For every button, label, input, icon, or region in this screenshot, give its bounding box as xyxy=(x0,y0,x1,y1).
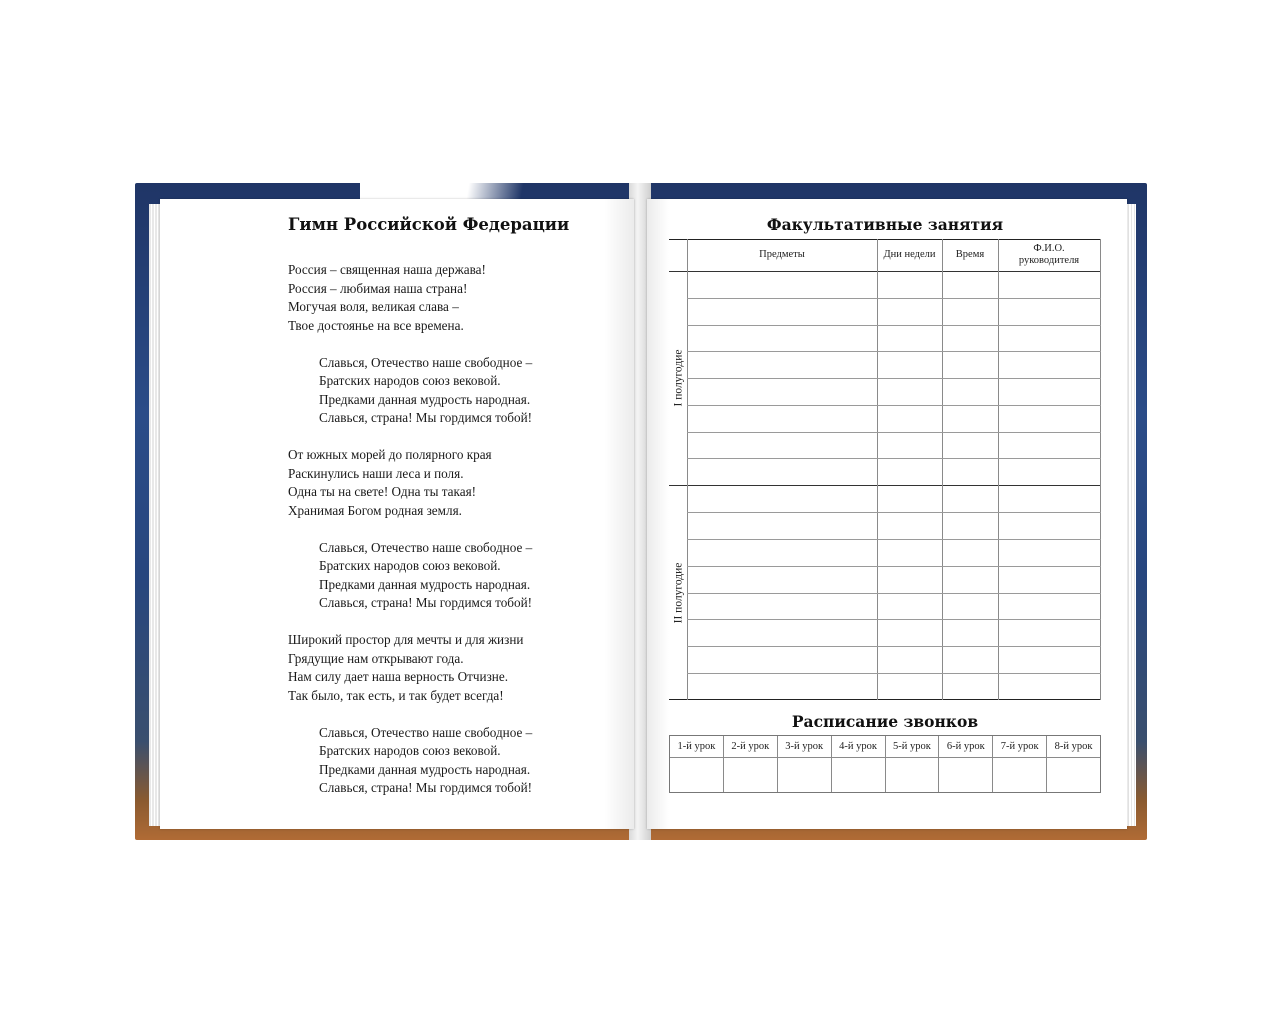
table-row-line xyxy=(687,298,1101,299)
right-page-edge xyxy=(1126,204,1136,826)
header-bottom-rule xyxy=(669,271,1101,272)
stanza-line: Россия – священная наша держава! xyxy=(288,262,486,277)
semester-label-text: I полугодие xyxy=(672,349,684,407)
lesson-header: 6-й урок xyxy=(939,736,992,758)
column-header-subjects: Предметы xyxy=(759,249,805,260)
lesson-header: 1-й урок xyxy=(670,736,723,758)
lesson-time-cell xyxy=(1047,758,1100,792)
semester-label-text: II полугодие xyxy=(672,562,685,623)
table-bottom-rule xyxy=(669,699,1101,700)
stanza-verse-2 xyxy=(288,446,618,520)
stanza-line: Так было, так есть, и так будет всегда! xyxy=(288,687,504,703)
stanza-line: Славься, страна! Мы гордимся тобой! xyxy=(319,780,533,795)
leader-header-line2: руководителя xyxy=(1018,255,1080,266)
semester-label-2 xyxy=(669,485,687,700)
lesson-header: 4-й урок xyxy=(832,736,885,758)
stanza-line: Славься, Отечество наше свободное – xyxy=(319,539,533,555)
table-row-line xyxy=(687,378,1101,379)
stanza-chorus-1 xyxy=(288,354,618,428)
stanza-line: Славься, страна! Мы гордимся тобой! xyxy=(319,595,533,610)
table-row-line xyxy=(687,458,1101,459)
lesson-header: 8-й урок xyxy=(1047,736,1100,758)
column-divider xyxy=(1100,239,1101,700)
lesson-time-cell xyxy=(886,758,939,792)
bell-column xyxy=(670,736,724,792)
table-row-line xyxy=(687,646,1101,647)
stanza-line: Одна ты на свете! Одна ты такая! xyxy=(288,484,477,499)
lesson-header: 7-й урок xyxy=(993,736,1046,758)
stanza-verse-1 xyxy=(288,261,618,335)
optional-classes-title: Факультативные занятия xyxy=(766,215,1004,234)
anthem-text xyxy=(288,261,618,816)
lesson-header: 3-й урок xyxy=(778,736,831,758)
left-page xyxy=(160,199,634,829)
table-row-line xyxy=(687,325,1101,326)
table-row-line xyxy=(687,351,1101,352)
column-header-time: Время xyxy=(955,249,985,260)
stanza-line: Предками данная мудрость народная. xyxy=(319,391,531,407)
column-divider xyxy=(942,239,943,700)
lesson-header: 2-й урок xyxy=(724,736,777,758)
stanza-line: Братских народов союз вековой. xyxy=(319,373,501,388)
semester-divider-rule xyxy=(669,485,1101,486)
stanza-chorus-3 xyxy=(288,724,618,798)
semester-label-1 xyxy=(669,271,687,485)
column-divider xyxy=(687,239,688,700)
stanza-line: Раскинулись наши леса и поля. xyxy=(288,465,464,481)
stanza-chorus-2 xyxy=(288,539,618,613)
column-divider xyxy=(877,239,878,700)
bell-column xyxy=(1047,736,1100,792)
lesson-time-cell xyxy=(993,758,1046,792)
stanza-line: Хранимая Богом родная земля. xyxy=(288,502,462,518)
stanza-line: Славься, страна! Мы гордимся тобой! xyxy=(319,410,533,425)
table-row-line xyxy=(687,619,1101,620)
bell-column xyxy=(993,736,1047,792)
table-row-line xyxy=(687,539,1101,540)
bell-column xyxy=(886,736,940,792)
stanza-line: Россия – любимая наша страна! xyxy=(288,280,468,296)
lesson-header: 5-й урок xyxy=(886,736,939,758)
stanza-line: Твое достоянье на все времена. xyxy=(288,317,464,333)
stanza-line: Нам силу дает наша верность Отчизне. xyxy=(288,669,508,684)
stanza-line: Братских народов союз вековой. xyxy=(319,558,501,573)
bell-column xyxy=(832,736,886,792)
table-row-line xyxy=(687,593,1101,594)
bell-column xyxy=(724,736,778,792)
lesson-time-cell xyxy=(832,758,885,792)
lesson-time-cell xyxy=(778,758,831,792)
bell-column xyxy=(939,736,993,792)
column-header-leader xyxy=(998,239,1100,271)
stanza-line: Славься, Отечество наше свободное – xyxy=(319,354,533,370)
stanza-line: Славься, Отечество наше свободное – xyxy=(319,724,533,740)
bell-schedule-table xyxy=(669,735,1101,793)
leader-header-line1: Ф.И.О. xyxy=(1033,243,1065,254)
lesson-time-cell xyxy=(670,758,723,792)
lesson-time-cell xyxy=(724,758,777,792)
optional-classes-table xyxy=(669,239,1101,700)
stanza-line: Братских народов союз вековой. xyxy=(319,743,501,758)
right-page xyxy=(647,199,1127,829)
column-header-days: Дни недели xyxy=(883,249,936,260)
table-row-line xyxy=(687,512,1101,513)
bell-schedule-title: Расписание звонков xyxy=(791,712,979,731)
stanza-line: Могучая воля, великая слава – xyxy=(288,299,459,314)
column-divider xyxy=(998,239,999,700)
stanza-line: Грядущие нам открывают года. xyxy=(288,650,464,666)
stanza-line: От южных морей до полярного края xyxy=(288,447,492,462)
table-row-line xyxy=(687,405,1101,406)
stanza-line: Широкий простор для мечты и для жизни xyxy=(288,632,524,647)
stanza-line: Предками данная мудрость народная. xyxy=(319,761,531,777)
cover-highlight xyxy=(360,183,630,199)
stanza-verse-3 xyxy=(288,631,618,705)
lesson-time-cell xyxy=(939,758,992,792)
table-row-line xyxy=(687,432,1101,433)
table-row-line xyxy=(687,566,1101,567)
stanza-line: Предками данная мудрость народная. xyxy=(319,576,531,592)
anthem-title: Гимн Российской Федерации xyxy=(288,215,570,234)
bell-column xyxy=(778,736,832,792)
table-row-line xyxy=(687,673,1101,674)
